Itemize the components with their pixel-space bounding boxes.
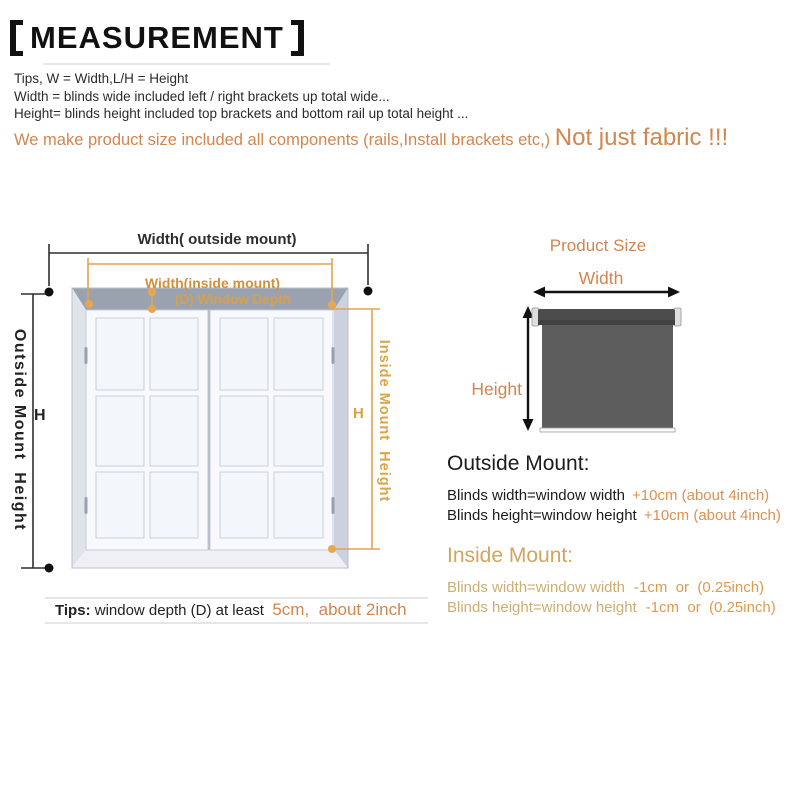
outside-height-h-label: H: [34, 407, 46, 424]
rule-label: Blinds height=window height: [447, 599, 637, 616]
rule-value: -1cm or (0.25inch): [645, 599, 776, 616]
tips-line: Height= blinds height included top brackets and bottom rail up total height ...: [14, 106, 469, 121]
rule-label: Blinds width=window width: [447, 487, 626, 504]
inside-mount-height-rule: [447, 599, 776, 616]
page-title-text: MEASUREMENT: [30, 20, 284, 55]
window-depth-tip: [55, 600, 407, 620]
outside-mount-width-rule: [447, 487, 769, 504]
outside-mount-height-rule: [447, 507, 781, 524]
rule-label: Blinds height=window height: [447, 507, 637, 524]
highlight-big-text: Not just fabric !!!: [554, 124, 729, 151]
product-width-label: Width: [578, 268, 624, 288]
rule-label: Blinds width=window width: [447, 579, 626, 596]
outside-width-label: Width( outside mount): [137, 231, 297, 248]
inside-mount-width-rule: [447, 579, 764, 596]
product-size-title: Product Size: [549, 236, 647, 255]
product-height-label: Height: [471, 379, 522, 399]
roller-blind: [532, 308, 681, 432]
rule-value: +10cm (about 4inch): [632, 487, 770, 504]
rule-value: +10cm (about 4inch): [643, 507, 781, 524]
tips-line: Tips, W = Width,L/H = Height: [14, 71, 189, 86]
window-depth-label: (D) Window Depth: [174, 292, 292, 307]
outside-mount-height-label: Outside Mount Height: [11, 328, 28, 532]
inside-mount-heading: Inside Mount:: [447, 544, 574, 567]
window-depth-tip-highlight: 5cm, about 2inch: [272, 600, 407, 619]
window-sashes: [85, 310, 335, 550]
inside-height-h-label: H: [353, 405, 364, 422]
window-depth-tip-text: window depth (D) at least: [90, 602, 273, 619]
rule-value: -1cm or (0.25inch): [634, 579, 765, 596]
tips-line: Width = blinds wide included left / right brackets up total wide...: [14, 88, 390, 104]
window-depth-tip-bold: Tips:: [55, 602, 91, 619]
highlight-normal-text: We make product size included all components (rails,Install brackets etc,): [14, 131, 555, 149]
inside-width-label: Width(inside mount): [144, 275, 281, 291]
outside-mount-heading: Outside Mount:: [447, 452, 590, 475]
inside-mount-height-label: Inside Mount Height: [376, 339, 392, 503]
